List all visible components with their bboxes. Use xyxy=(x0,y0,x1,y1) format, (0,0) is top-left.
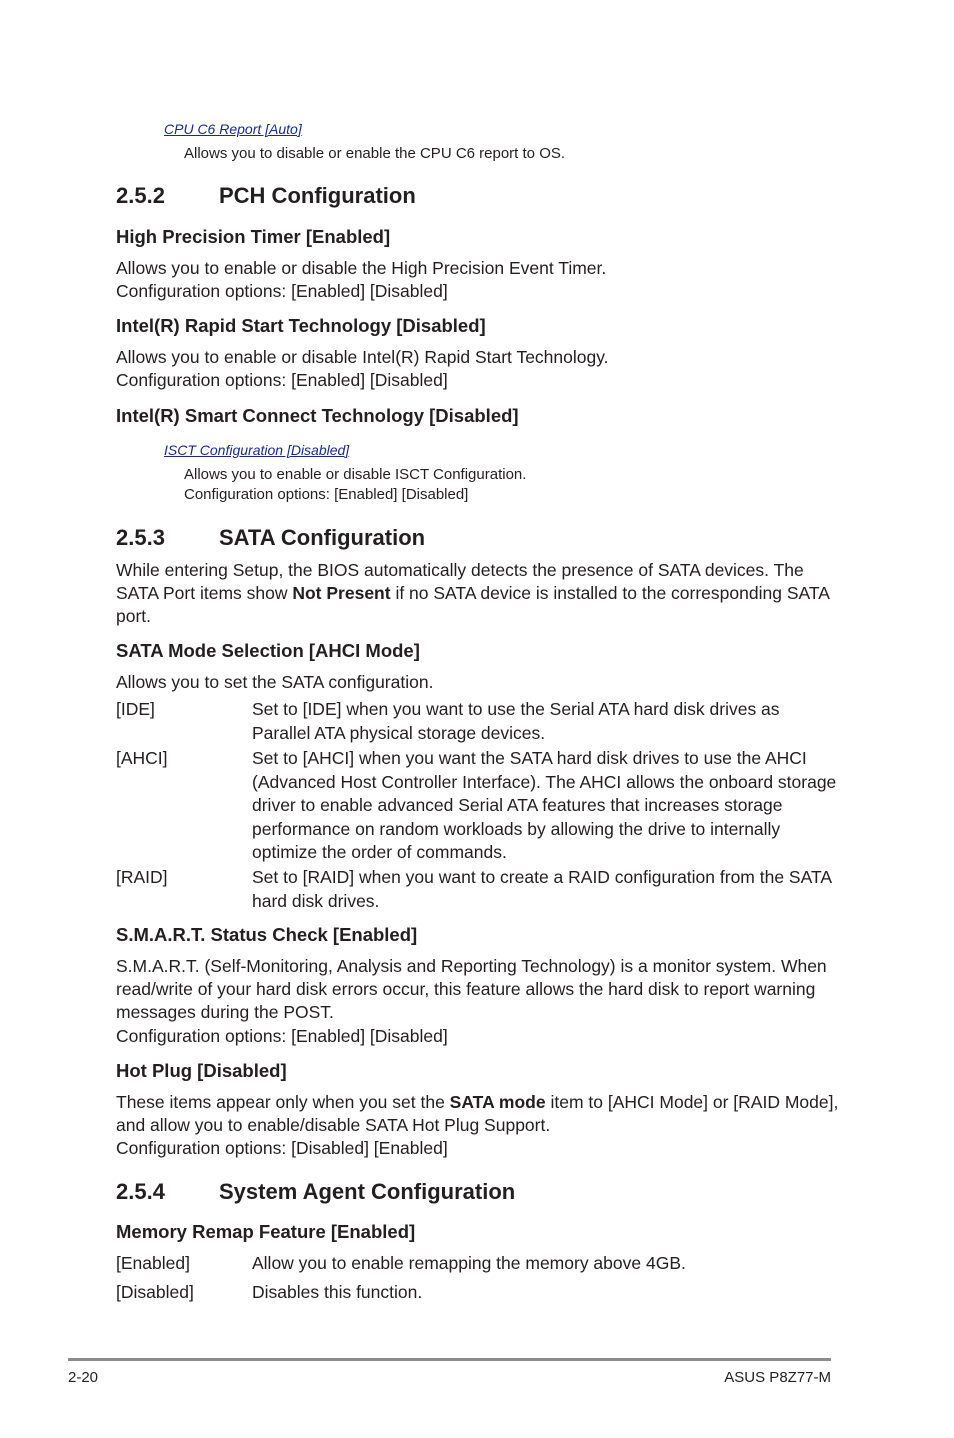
cpu-c6-report-desc: Allows you to disable or enable the CPU C6 report to OS. xyxy=(184,145,566,162)
cpu-c6-report-label: CPU C6 Report [Auto] xyxy=(164,121,302,137)
option-ahci-key: [AHCI] xyxy=(116,748,168,768)
sata-intro-line-2 xyxy=(116,582,830,605)
desc-line: Parallel ATA physical storage devices. xyxy=(252,722,546,743)
not-present-term: Not Present xyxy=(292,583,391,603)
section-2-5-4-heading xyxy=(116,1179,515,1205)
option-ide-key: [IDE] xyxy=(116,699,155,719)
hot-plug-options: Configuration options: [Disabled] [Enabled] xyxy=(116,1138,448,1158)
hpt-heading: High Precision Timer [Enabled] xyxy=(116,226,391,247)
memory-remap-heading: Memory Remap Feature [Enabled] xyxy=(116,1221,416,1242)
rst-heading: Intel(R) Rapid Start Technology [Disabled] xyxy=(116,315,486,336)
option-disabled-key: [Disabled] xyxy=(116,1282,194,1302)
sata-intro-line-1: While entering Setup, the BIOS automatically detects the presence of SATA devices. The xyxy=(116,560,804,580)
isct-config-options: Configuration options: [Enabled] [Disabled] xyxy=(184,486,469,503)
desc-line: performance on random workloads by allowing the drive to internally xyxy=(252,818,781,839)
sata-intro-text-end: if no SATA device is installed to the corresponding SATA xyxy=(390,583,830,603)
sata-mode-heading: SATA Mode Selection [AHCI Mode] xyxy=(116,640,420,661)
sct-heading: Intel(R) Smart Connect Technology [Disabled] xyxy=(116,405,519,426)
page-number: 2-20 xyxy=(68,1369,99,1386)
desc-line: driver to enable advanced Serial ATA features that increases storage xyxy=(252,795,783,815)
product-name: ASUS P8Z77-M xyxy=(724,1369,831,1386)
hot-plug-desc-line-2: and allow you to enable/disable SATA Hot Plug Support. xyxy=(116,1115,551,1135)
smart-desc-line-2: read/write of your hard disk errors occur, this feature allows the hard disk to report warning xyxy=(116,979,816,999)
section-2-5-3-heading xyxy=(116,525,425,551)
sata-mode-term: SATA mode xyxy=(449,1092,546,1112)
smart-desc-line-3: messages during the POST. xyxy=(116,1002,334,1022)
sata-intro-line-3: port. xyxy=(116,606,152,626)
section-number: 2.5.2 xyxy=(116,183,165,208)
section-title: System Agent Configuration xyxy=(219,1179,516,1204)
desc-line: Set to [IDE] when you want to use the Serial ATA hard disk drives as xyxy=(252,699,780,719)
isct-config-label: ISCT Configuration [Disabled] xyxy=(164,442,350,458)
option-enabled-key: [Enabled] xyxy=(116,1253,190,1273)
option-enabled-desc: Allow you to enable remapping the memory above 4GB. xyxy=(252,1253,686,1273)
desc-line: hard disk drives. xyxy=(252,890,380,911)
section-number: 2.5.4 xyxy=(116,1179,165,1204)
option-ide-desc xyxy=(252,698,780,745)
isct-config-desc: Allows you to enable or disable ISCT Configuration. xyxy=(184,466,527,483)
hot-plug-text: These items appear only when you set the xyxy=(116,1092,450,1112)
hot-plug-text-end: item to [AHCI Mode] or [RAID Mode], xyxy=(545,1092,839,1112)
hpt-desc: Allows you to enable or disable the High Precision Event Timer. xyxy=(116,258,607,278)
option-raid-key: [RAID] xyxy=(116,867,168,887)
hot-plug-heading: Hot Plug [Disabled] xyxy=(116,1060,287,1081)
smart-options: Configuration options: [Enabled] [Disabled] xyxy=(116,1026,448,1046)
section-number: 2.5.3 xyxy=(116,525,165,550)
section-title: SATA Configuration xyxy=(219,525,426,550)
option-raid-desc xyxy=(252,866,832,913)
smart-heading: S.M.A.R.T. Status Check [Enabled] xyxy=(116,924,418,945)
option-ahci-desc xyxy=(252,747,836,865)
hpt-options: Configuration options: [Enabled] [Disabled] xyxy=(116,281,448,301)
sata-intro-text: SATA Port items show xyxy=(116,583,293,603)
smart-desc-line-1: S.M.A.R.T. (Self-Monitoring, Analysis and Reporting Technology) is a monitor system. When xyxy=(116,956,827,976)
footer-divider xyxy=(68,1358,831,1361)
desc-line: Set to [RAID] when you want to create a RAID configuration from the SATA xyxy=(252,867,833,887)
section-2-5-2-heading xyxy=(116,183,416,209)
desc-line: Set to [AHCI] when you want the SATA hard disk drives to use the AHCI xyxy=(252,748,807,768)
hot-plug-desc-line-1 xyxy=(116,1091,838,1114)
rst-options: Configuration options: [Enabled] [Disabled] xyxy=(116,370,448,390)
sata-mode-desc: Allows you to set the SATA configuration. xyxy=(116,672,434,692)
rst-desc: Allows you to enable or disable Intel(R) Rapid Start Technology. xyxy=(116,347,609,367)
desc-line: (Advanced Host Controller Interface). The AHCI allows the onboard storage xyxy=(252,771,837,792)
option-disabled-desc: Disables this function. xyxy=(252,1282,423,1302)
section-title: PCH Configuration xyxy=(219,183,416,208)
desc-line: optimize the order of commands. xyxy=(252,842,507,862)
